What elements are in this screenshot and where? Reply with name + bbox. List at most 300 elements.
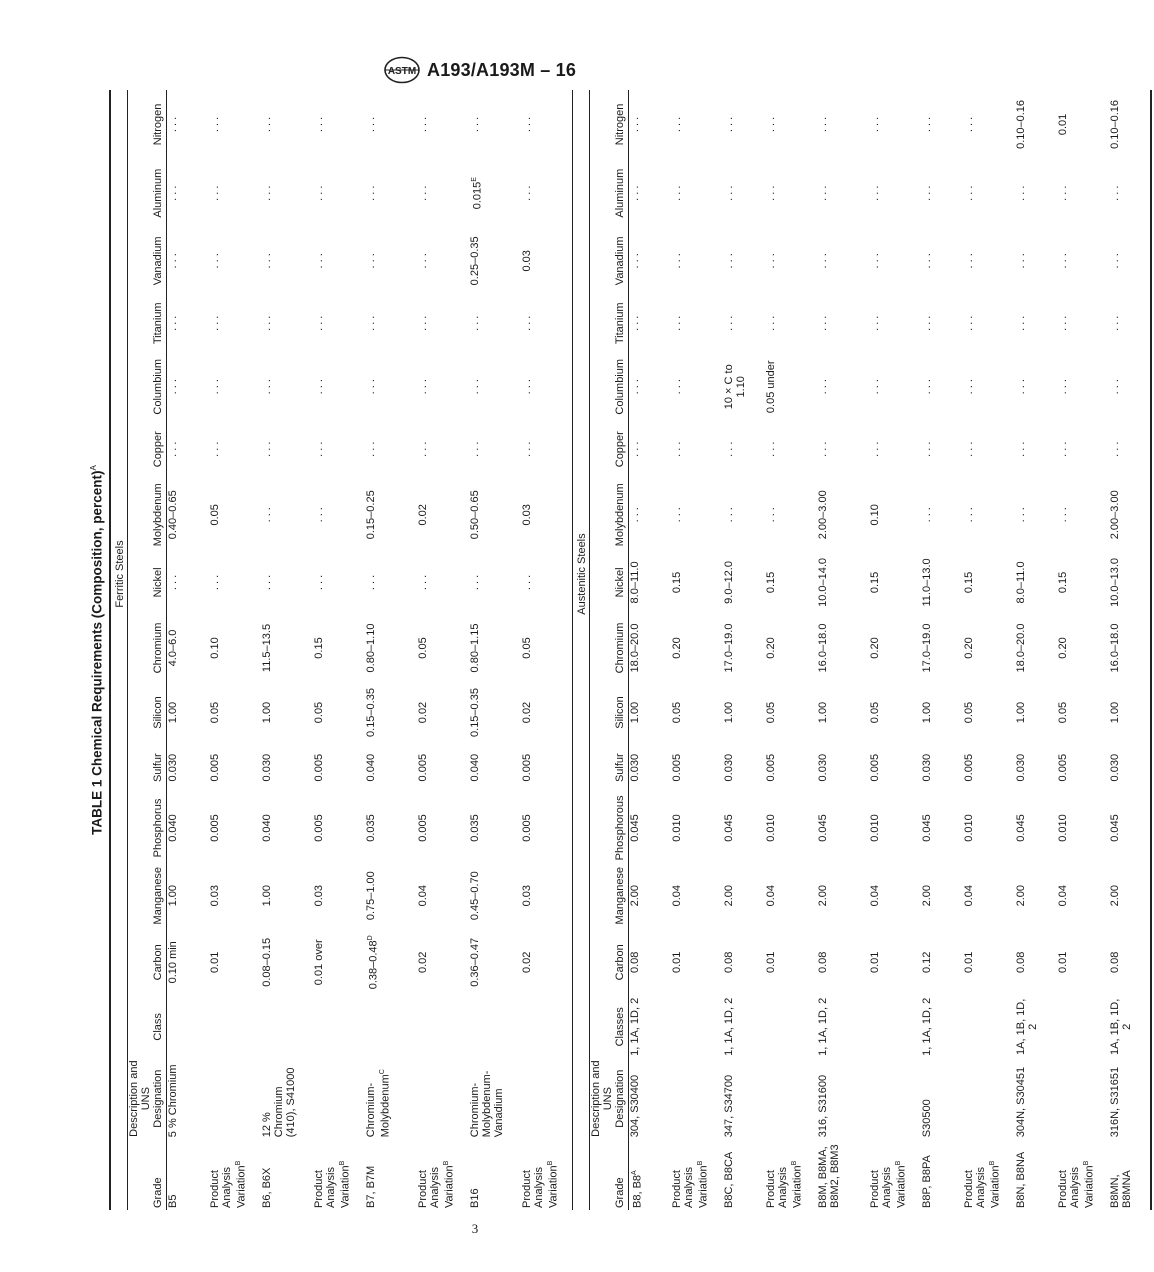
- table-cell: Product Analysis Variation$^B$: [670, 1160, 710, 1208]
- table-cell: . . .: [468, 574, 481, 591]
- table-cell: [417, 996, 469, 1058]
- table-cell: . . .: [167, 116, 179, 133]
- table-cell: 18.0–20.0: [629, 623, 641, 673]
- table-cell: 0.10 min: [167, 941, 179, 984]
- table-cell: 1.00: [816, 701, 829, 724]
- table-cell: . . .: [816, 185, 829, 201]
- table-cell: 0.040: [167, 814, 179, 842]
- table-cell: . . .: [468, 441, 481, 457]
- table-cell: . . .: [1056, 185, 1069, 201]
- table-cell: . . .: [312, 574, 325, 591]
- table-cell: 0.030: [629, 753, 641, 782]
- table-cell: 0.035: [468, 814, 481, 842]
- table-cell: 0.01: [868, 951, 881, 973]
- table-cell: [869, 1058, 921, 1139]
- table-cell: 0.15–0.35: [364, 688, 377, 737]
- table-cell: . . .: [920, 116, 933, 133]
- table-cell: . . .: [722, 253, 735, 269]
- table-cell: . . .: [167, 315, 179, 331]
- table-cell: 0.45–0.70: [468, 871, 481, 921]
- column-header: Chromium: [590, 613, 629, 684]
- table-cell: . . .: [868, 116, 881, 133]
- table-cell: . . .: [722, 507, 735, 523]
- table-cell: . . .: [1014, 185, 1027, 201]
- table-cell: Product Analysis Variation$^B$: [764, 1160, 804, 1208]
- table-cell: [765, 996, 817, 1058]
- table-cell: 0.04: [868, 884, 881, 907]
- column-header: Classes: [590, 996, 629, 1058]
- table-cell: 0.20: [670, 637, 683, 659]
- table-cell: . . .: [629, 441, 641, 457]
- table-cell: 1.00: [1108, 701, 1121, 724]
- table-cell: . . .: [764, 315, 777, 331]
- table-cell: 0.80–1.15: [468, 623, 481, 673]
- table-cell: 0.20: [1056, 637, 1069, 659]
- table-cell: 5 % Chromium: [167, 1064, 179, 1138]
- table-row: [723, 90, 765, 1210]
- table-cell: . . .: [312, 116, 325, 133]
- table-cell: . . .: [416, 253, 429, 269]
- column-header: Grade: [590, 1139, 629, 1210]
- table-cell: . . .: [1056, 441, 1069, 457]
- table-cell: 0.030: [167, 753, 179, 782]
- column-header: Titanium: [590, 294, 629, 352]
- table-cell: . . .: [629, 507, 641, 523]
- table-cell: . . .: [312, 379, 325, 395]
- table-cell: B8C, B8CA: [722, 1151, 735, 1208]
- table-cell: 0.005: [764, 753, 777, 782]
- column-header: Description and UNS Designation: [590, 1058, 629, 1139]
- table-cell: . . .: [208, 185, 221, 201]
- table-cell: . . .: [260, 441, 273, 457]
- table-cell: 18.0–20.0: [1014, 623, 1027, 673]
- column-header: Manganese: [590, 862, 629, 929]
- table-cell: 0.05: [208, 701, 221, 724]
- column-header: Class: [128, 996, 167, 1058]
- table-cell: B8M, B8MA, B8M2, B8M3: [816, 1144, 841, 1208]
- table-row: [209, 90, 261, 1210]
- table-cell: . . .: [312, 185, 325, 201]
- column-header: Nitrogen: [128, 90, 167, 159]
- table-cell: 0.030: [816, 753, 829, 782]
- table-cell: . . .: [962, 441, 975, 457]
- table-cell: 0.08: [722, 951, 735, 973]
- table-cell: 1.00: [260, 884, 273, 907]
- table-cell: . . .: [208, 116, 221, 133]
- table-cell: . . .: [167, 379, 179, 395]
- table-cell: 0.04: [1056, 884, 1069, 907]
- table-cell: 0.030: [1014, 753, 1027, 782]
- table-cell: Chromium-Molybdenum$^C$: [364, 1069, 392, 1138]
- table-cell: 0.05: [1056, 701, 1069, 724]
- table-cell: 0.02: [416, 951, 429, 973]
- table-cell: [963, 996, 1015, 1058]
- table-cell: 0.030: [722, 753, 735, 782]
- table-cell: . . .: [312, 253, 325, 269]
- table-cell: 0.045: [1014, 814, 1027, 842]
- table-cell: B8MN, B8MNA: [1108, 1170, 1133, 1208]
- table-cell: . . .: [208, 253, 221, 269]
- table-cell: 0.03: [208, 884, 221, 907]
- table-row: [629, 90, 671, 1210]
- table-cell: 0.25–0.35: [468, 236, 481, 286]
- table-cell: 0.05: [208, 504, 221, 526]
- table-cell: S30500: [920, 1099, 933, 1138]
- column-header-row: [128, 90, 167, 1210]
- table-cell: 0.01: [670, 951, 683, 973]
- table-cell: 0.10: [208, 637, 221, 659]
- table-cell: . . .: [764, 116, 777, 133]
- table-cell: 0.005: [312, 753, 325, 782]
- table-cell: 16.0–18.0: [816, 623, 829, 673]
- table-cell: . . .: [629, 253, 641, 269]
- table-cell: 0.03: [520, 884, 533, 907]
- table-cell: 10.0–14.0: [816, 557, 829, 607]
- svg-text:ASTM: ASTM: [387, 66, 417, 77]
- table-cell: . . .: [260, 574, 273, 591]
- table-cell: . . .: [167, 185, 179, 201]
- table-cell: [417, 1058, 469, 1139]
- table-cell: 0.005: [208, 814, 221, 842]
- table-cell: 0.01 over: [312, 939, 325, 986]
- table-cell: [261, 996, 313, 1058]
- table-cell: . . .: [816, 441, 829, 457]
- table-cell: . . .: [1056, 253, 1069, 269]
- table-row: [817, 90, 869, 1210]
- table-cell: . . .: [208, 379, 221, 395]
- table-cell: . . .: [520, 441, 533, 457]
- table-cell: 1.00: [629, 701, 641, 724]
- table-cell: [209, 996, 261, 1058]
- rotated-table-container: [79, 90, 1133, 1210]
- table-row: [521, 90, 573, 1210]
- table-cell: . . .: [312, 507, 325, 523]
- table-cell: . . .: [364, 253, 377, 269]
- table-cell: . . .: [920, 441, 933, 457]
- table-cell: Product Analysis Variation$^B$: [416, 1160, 456, 1208]
- table-cell: . . .: [816, 379, 829, 395]
- table-cell: 0.15: [764, 571, 777, 594]
- table-cell: 0.08: [816, 951, 829, 973]
- table-cell: 0.08–0.15: [260, 937, 273, 987]
- table-row: [869, 90, 921, 1210]
- table-cell: . . .: [962, 185, 975, 201]
- table-cell: . . .: [670, 253, 683, 269]
- column-header: Phosphorus: [128, 794, 167, 863]
- table-cell: 1.00: [167, 701, 179, 724]
- table-cell: . . .: [468, 116, 481, 133]
- table-cell: 0.15: [1056, 571, 1069, 594]
- table-cell: . . .: [1056, 507, 1069, 523]
- table-cell: . . .: [816, 315, 829, 331]
- table-row: [417, 90, 469, 1210]
- column-header: Molybdenum: [590, 477, 629, 552]
- table-cell: 9.0–12.0: [722, 561, 735, 604]
- table-cell: 1.00: [722, 701, 735, 724]
- column-header: Carbon: [590, 929, 629, 996]
- table-cell: . . .: [670, 315, 683, 331]
- table-cell: 0.045: [722, 814, 735, 842]
- table-cell: 0.04: [416, 884, 429, 907]
- table-cell: Product Analysis Variation$^B$: [962, 1160, 1002, 1208]
- table-cell: 1A, 1B, 1D, 2: [1108, 998, 1133, 1055]
- table-cell: 0.010: [868, 814, 881, 842]
- table-cell: 0.01: [764, 951, 777, 973]
- table-cell: . . .: [920, 379, 933, 395]
- table-cell: . . .: [764, 185, 777, 201]
- table-cell: 12 % Chromium (410), S41000: [260, 1067, 297, 1138]
- column-header: Carbon: [128, 929, 167, 996]
- table-cell: [521, 1058, 573, 1139]
- table-cell: . . .: [167, 441, 179, 457]
- table-cell: . . .: [629, 185, 641, 201]
- table-cell: 0.045: [920, 814, 933, 842]
- table-cell: . . .: [629, 315, 641, 331]
- table-cell: . . .: [722, 315, 735, 331]
- table-cell: [869, 996, 921, 1058]
- table-cell: . . .: [416, 116, 429, 133]
- table-row: [167, 90, 209, 1210]
- table-cell: 1, 1A, 1D, 2: [629, 997, 641, 1056]
- table-cell: 0.15–0.35: [468, 688, 481, 737]
- table-cell: 0.10: [868, 504, 881, 526]
- table-cell: 0.03: [312, 884, 325, 907]
- table-cell: 0.15: [312, 637, 325, 659]
- table-cell: . . .: [312, 441, 325, 457]
- table-cell: . . .: [468, 315, 481, 331]
- table-cell: . . .: [416, 441, 429, 457]
- table-cell: B6, B6X: [260, 1167, 273, 1208]
- table-cell: 0.80–1.10: [364, 623, 377, 673]
- column-header: Phosphorous: [590, 794, 629, 863]
- table-row: [765, 90, 817, 1210]
- table-cell: . . .: [868, 185, 881, 201]
- table-cell: 0.20: [764, 637, 777, 659]
- table-cell: . . .: [920, 315, 933, 331]
- table-cell: 316, S31600: [816, 1074, 829, 1138]
- table-cell: 0.030: [1108, 753, 1121, 782]
- table-cell: . . .: [1014, 441, 1027, 457]
- table-cell: 0.04: [670, 884, 683, 907]
- table-cell: 0.030: [260, 753, 273, 782]
- table-cell: $0.015^E$: [470, 177, 484, 210]
- table-cell: 2.00: [1014, 884, 1027, 907]
- table-row: [261, 90, 313, 1210]
- table-cell: 0.15–0.25: [364, 490, 377, 540]
- table-cell: 1, 1A, 1D, 2: [920, 997, 933, 1056]
- column-header: Aluminum: [128, 159, 167, 228]
- table-cell: 0.01: [962, 951, 975, 973]
- table-cell: . . .: [364, 441, 377, 457]
- table-cell: 304, S30400: [629, 1074, 641, 1138]
- table-cell: . . .: [416, 574, 429, 591]
- table-cell: 0.15: [962, 571, 975, 594]
- table-cell: Chromium-Molybdenum-Vanadium: [468, 1070, 505, 1138]
- table-row: [1015, 90, 1057, 1210]
- table-cell: . . .: [816, 253, 829, 269]
- table-cell: 0.04: [962, 884, 975, 907]
- table-cell: B8, $B8^A$: [631, 1170, 644, 1208]
- table-cell: . . .: [364, 574, 377, 591]
- column-header: Nickel: [128, 552, 167, 612]
- table-cell: 0.50–0.65: [468, 490, 481, 540]
- table-cell: . . .: [670, 185, 683, 201]
- table-cell: . . .: [962, 116, 975, 133]
- table-cell: 0.05: [764, 701, 777, 724]
- table-cell: . . .: [868, 253, 881, 269]
- astm-logo-icon: [383, 56, 421, 84]
- table-cell: . . .: [520, 116, 533, 133]
- table-cell: 11.5–13.5: [260, 623, 273, 673]
- table-cell: 0.05: [962, 701, 975, 724]
- table-cell: 316N, S31651: [1108, 1066, 1121, 1138]
- table-cell: . . .: [920, 507, 933, 523]
- table-cell: 0.010: [670, 814, 683, 842]
- table-cell: . . .: [1014, 315, 1027, 331]
- table-cell: . . .: [468, 379, 481, 395]
- table-cell: . . .: [764, 507, 777, 523]
- table-cell: . . .: [629, 379, 641, 395]
- table-cell: 0.005: [520, 753, 533, 782]
- table-cell: 2.00: [722, 884, 735, 907]
- table-cell: 0.040: [260, 814, 273, 842]
- column-header: Silicon: [590, 683, 629, 741]
- table-cell: . . .: [416, 315, 429, 331]
- table-cell: . . .: [1014, 507, 1027, 523]
- column-header: Aluminum: [590, 159, 629, 228]
- table-cell: [1057, 1058, 1109, 1139]
- table-cell: . . .: [722, 441, 735, 457]
- table-row: [921, 90, 963, 1210]
- table-cell: . . .: [962, 315, 975, 331]
- table-cell: 0.005: [962, 753, 975, 782]
- table-cell: . . .: [962, 507, 975, 523]
- table-cell: . . .: [722, 185, 735, 201]
- table-cell: 0.030: [920, 753, 933, 782]
- table-cell: Product Analysis Variation$^B$: [1056, 1160, 1096, 1208]
- table-cell: B8P, B8PA: [920, 1155, 933, 1208]
- table-cell: 8.0–11.0: [629, 561, 641, 604]
- table-cell: . . .: [1056, 315, 1069, 331]
- table-cell: 0.045: [629, 814, 641, 842]
- column-header: Description and UNS Designation: [128, 1058, 167, 1139]
- table-cell: 0.02: [416, 504, 429, 526]
- table-cell: Product Analysis Variation$^B$: [868, 1160, 908, 1208]
- table-cell: [313, 996, 365, 1058]
- column-header: Chromium: [128, 613, 167, 684]
- table-row: [469, 90, 521, 1210]
- table-cell: 2.00–3.00: [1108, 490, 1121, 540]
- column-header: Copper: [590, 421, 629, 477]
- table-cell: 4.0–6.0: [167, 629, 179, 667]
- table-cell: . . .: [816, 116, 829, 133]
- table-cell: . . .: [260, 315, 273, 331]
- table-cell: 0.08: [1014, 951, 1027, 973]
- table-cell: . . .: [1108, 315, 1121, 331]
- table-cell: . . .: [520, 574, 533, 591]
- table-cell: . . .: [1014, 253, 1027, 269]
- table-cell: . . .: [520, 379, 533, 395]
- column-header: Columbium: [590, 352, 629, 421]
- table-cell: 0.005: [416, 814, 429, 842]
- table-cell: 2.00: [1108, 884, 1121, 907]
- table-cell: 0.02: [416, 701, 429, 724]
- column-header: Columbium: [128, 352, 167, 421]
- table-cell: 0.01: [208, 951, 221, 973]
- table-cell: 347, S34700: [722, 1074, 735, 1138]
- column-header: Vanadium: [590, 228, 629, 295]
- table-cell: . . .: [670, 116, 683, 133]
- section-ferritic-steels: Ferritic Steels: [114, 90, 128, 1058]
- table-cell: 0.75–1.00: [364, 871, 377, 921]
- table-cell: . . .: [260, 116, 273, 133]
- table-cell: [521, 996, 573, 1058]
- table-cell: 0.05 under: [764, 360, 777, 414]
- column-header: Sulfur: [590, 742, 629, 794]
- table-cell: . . .: [167, 253, 179, 269]
- column-header: Molybdenum: [128, 477, 167, 552]
- table-cell: 0.40–0.65: [167, 490, 179, 540]
- column-header: Nitrogen: [590, 90, 629, 159]
- table-cell: . . .: [722, 116, 735, 133]
- table-row: [1057, 90, 1109, 1210]
- table-cell: . . .: [260, 507, 273, 523]
- table-cell: B7, B7M: [364, 1165, 377, 1208]
- table-cell: . . .: [670, 379, 683, 395]
- table-cell: . . .: [629, 116, 641, 133]
- table-cell: 0.005: [1056, 753, 1069, 782]
- table-cell: 0.05: [670, 701, 683, 724]
- table-cell: 0.12: [920, 951, 933, 973]
- table-cell: 0.10–0.16: [1014, 99, 1027, 149]
- table-cell: . . .: [364, 116, 377, 133]
- table-cell: . . .: [416, 185, 429, 201]
- column-header: Nickel: [590, 552, 629, 612]
- table-cell: 0.03: [520, 504, 533, 526]
- table-cell: B8N, B8NA: [1014, 1151, 1027, 1208]
- table-cell: 0.005: [670, 753, 683, 782]
- table-cell: . . .: [260, 185, 273, 201]
- column-header: Titanium: [128, 294, 167, 352]
- standard-designation: A193/A193M – 16: [427, 59, 577, 80]
- column-header: Silicon: [128, 683, 167, 741]
- table-cell: 0.005: [208, 753, 221, 782]
- table-cell: 0.010: [962, 814, 975, 842]
- table-cell: . . .: [260, 253, 273, 269]
- table-cell: [209, 1058, 261, 1139]
- table-cell: . . .: [364, 185, 377, 201]
- table-cell: . . .: [208, 315, 221, 331]
- table-cell: . . .: [312, 315, 325, 331]
- section-austenitic-steels: Austenitic Steels: [576, 90, 590, 1058]
- table-cell: 0.15: [670, 571, 683, 594]
- table-cell: 0.01: [1056, 951, 1069, 973]
- table-cell: 0.005: [312, 814, 325, 842]
- table-cell: 1.00: [1014, 701, 1027, 724]
- table-cell: . . .: [670, 441, 683, 457]
- table-cell: 0.010: [1056, 814, 1069, 842]
- table-cell: 0.08: [1108, 951, 1121, 973]
- table-cell: . . .: [868, 315, 881, 331]
- table-cell: 0.05: [520, 637, 533, 659]
- table-cell: . . .: [962, 379, 975, 395]
- table-cell: [671, 1058, 723, 1139]
- table-row: [963, 90, 1015, 1210]
- table-cell: 0.15: [868, 571, 881, 594]
- table-row: [1109, 90, 1151, 1210]
- table-cell: 1, 1A, 1D, 2: [722, 997, 735, 1056]
- table-cell: [365, 996, 417, 1058]
